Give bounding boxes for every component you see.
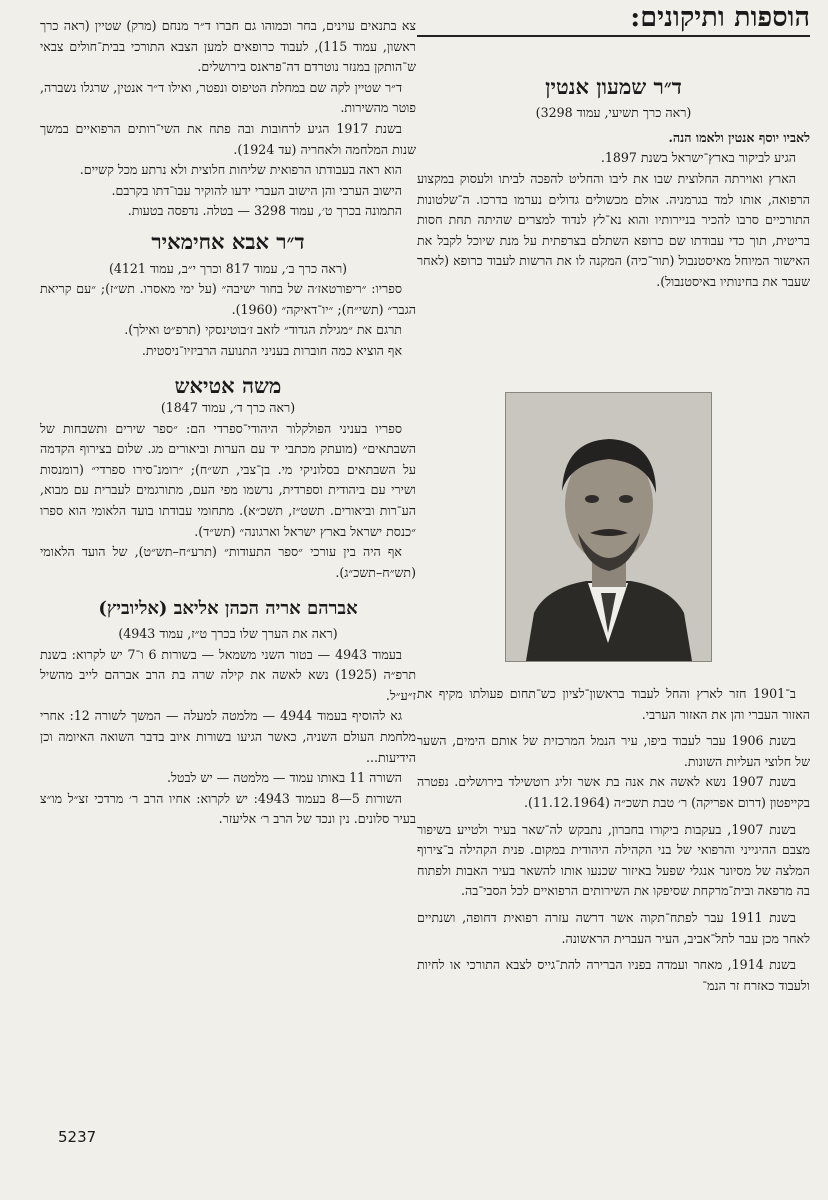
- eliav-paragraph: השורה 11 באותו עמוד — מלמטה — יש לבטל.: [166, 770, 402, 786]
- left-column: [40, 16, 416, 830]
- right-column: [417, 0, 810, 293]
- antin-paragraph: בשנת 1907, בעקבות ביקורו בחברון, נתבקש לה־שאר בעיר ולטייע בשיפור מצבם ההיגייני והרפואי של בני הקהילה היהודית במקום. פנית הקהילה ב־צירוף המלצה של מסיונר אנגלי שפעל באיזור שכנעו אותו להשאר בעיר האבות ולפתוח בה מרפאה ובית־מרקחת שסיפקו את השירותים הרפואיים לכל הסבי־בה.: [417, 821, 810, 899]
- antin-paragraph: בשנת 1906 עבר לעבוד ביפו, עיר הנמל המרכזית של אותם הימים, השער של חלוצי העליות השונות.: [417, 733, 810, 769]
- eliav-ref: (ראה את הערך שלו בכרך ט״ז, עמוד 4943): [118, 626, 338, 642]
- antin-ref: (ראה כרך תשיעי, עמוד 3298): [535, 105, 692, 121]
- achimeir-paragraph: תרגם את ״מגילת הגדוד״ לזאב ז׳בוטינסקי (תרפ״ט ואילך).: [124, 322, 402, 338]
- attias-paragraph: ספריו בעניני הפולקלור היהודי־ספרדי הם: ״ספר שירים ותשבחות של השבתאים״ (מועתק מכתבי יד עם הערות וביאורים מג. שלום בצירוף הקדמה על השבתאים בסלוניקי מי. בן־צבי, תש״ח); ״רומנ־סירו ספרדי״ (רומנסות ושירי עם ביהודית וספרדית, נרשמו מפי העם, מתורגמים לעברית עם מבוא, הע־רות וביאורים. תשט״ז, תשכ״א). מתחומי עבודתו בועד הלאומי הוא ספרו ״כנסת ישראל בארץ ישראל וארגונה״ (תש״ד).: [40, 420, 416, 539]
- antin-cont-paragraph: הישוב הערבי והן הישוב העברי ידעו להוקיר עבו־דתו בקרבם.: [111, 182, 402, 198]
- antin-paragraph: לאביו יוסף אנטין ולאמו הנה.: [668, 129, 810, 145]
- eliav-paragraph: גא להוסיף בעמוד 4944 — מלמטה למעלה — המשך לשורה 12: אחרי מלחמת העולם השניה, כאשר הגיעו בשורות איוב בדבר השואה האיומה וכן הידיעות...: [40, 708, 416, 765]
- right-column-lower: [417, 684, 810, 996]
- eliav-paragraph: בעמוד 4943 — בטור השני משמאל — בשורות 6 ו־7 יש לקרוא: בשנת תרפ״ה (1925) נשא לאשה את קילה שרה בת הרב אברהם לייב מהשיל ז״ע״ל.: [40, 646, 416, 703]
- section-title: הוספות ותיקונים:: [630, 2, 810, 33]
- achimeir-paragraph: אף הוציא כמה חוברות בעניני התנועה הרביזיו־ניסטית.: [141, 342, 402, 358]
- antin-cont-paragraph: בשנת 1917 הגיע לרחובות ובה פתח את השי־רותים הרפואיים במשך שנות המלחמה ולאחריה (עד 1924).: [40, 120, 416, 157]
- antin-paragraph: ב־1901 חזר לארץ והחל לעבוד בראשון־לציון כש־תחום פעולתו מקיף את האזור העברי והן את האזור הערבי.: [417, 686, 810, 722]
- achimeir-paragraph: ספריו: ״ריפורטאז׳ה של בחור ישיבה״ (על ימי מאסרו. תש״ז); ״עם קריאת הגבר״ (תשי״ח); ״יו־דאיקה״ (1960).: [40, 281, 416, 317]
- eliav-heading: אברהם אריה הכהן אליאב (אליוביץ): [98, 598, 358, 620]
- antin-paragraph: הגיע לביקור בארץ־ישראל בשנת 1897.: [600, 150, 796, 166]
- antin-cont-paragraph: התמונה בכרך ט׳, עמוד 3298 — בטלה. נדפסה בטעות.: [127, 203, 402, 219]
- attias-heading: משה אטיאש: [174, 372, 282, 398]
- eliav-paragraph: השורות 5—8 בעמוד 4943: יש לקרוא: אחיו הרב ר׳ מרדכי זצ״ל מו״צ בעיר סלונים. נין ונכד של הרב ר׳ אליעזר.: [40, 790, 416, 827]
- attias-paragraph: אף היה בין עורכי ״ספר התעודות״ (תרע״ח–תש״ט), של הועד הלאומי (תש״ח–תשכ״ג).: [40, 544, 416, 580]
- portrait-photo-image: [506, 393, 711, 661]
- antin-paragraph: בשנת 1911 עבר לפתח־תקוה אשר דרשה עזרה רפואית דחופה, ושנתיים לאחר מכן עבר לתל־אביב, העיר העברית הראשונה.: [417, 909, 810, 946]
- achimeir-heading: ד״ר אבא אחימאיר: [151, 228, 305, 254]
- attias-ref: (ראה כרך ד׳, עמוד 1847): [160, 400, 296, 416]
- antin-heading: ד״ר שמעון אנטין: [545, 73, 682, 99]
- title-rule: [417, 35, 810, 37]
- page-number: 5237: [58, 1128, 97, 1146]
- antin-paragraph: הארץ ואוירתה החלוצית שבו את ליבו והחליט להפכה לביתו ולעסוק במקצוע הרפואה, אותו למד בגרמניה. אולם מכשולים גדולים נערמו בדרכו. ה־שלטונות התורכיים סרבו להכיר בניירותיו והוא נא־לץ לנדוד למצרים שהיתה תחת חסות בריטית, תוך כדי עבודתו שם כרופא השתלם בצרפתית על מנת שיוכל לקבל את האישור המיוחל מאיסטנבול (תור־כיה) המקנה לו את הרשות לעבוד כרופא (לאחר שעבר את בחינותיו באיסטנבול).: [417, 170, 810, 289]
- achimeir-ref: (ראה כרך ב׳, עמוד 817 וכרך י״ב, עמוד 4121): [108, 260, 348, 276]
- portrait-photo: [505, 392, 712, 662]
- antin-cont-paragraph: ד״ר שטיין לקה שם במחלת הטיפוס ונפטר, ואילו ד״ר אנטין, שרגלו נשברה, פוטר מהשירות.: [40, 79, 416, 116]
- antin-paragraph: בשנת 1914, מאחר ועמדה בפניו הברירה להת־גייס לצבא התורכי או לחיות ולעבוד כאזרח זר הנמ־: [417, 957, 810, 993]
- antin-cont-paragraph: הוא ראה בעבודתו הרפואית שליחות חלוצית ולא נרתע מכל קשיים.: [79, 162, 402, 178]
- antin-paragraph: בשנת 1907 נשא לאשה את אנה בת אשר זליג רוטשילד בירושלים. נפטרה בקייפטון (דרום אפריקה) ר׳ טבת תשכ״ה (11.12.1964).: [417, 774, 810, 810]
- antin-cont-paragraph: צא בתנאים עוינים, בחר וכמוהו גם חברו ד״ר מנחם (מרק) שטיין (ראה כרך ראשון, עמוד 115), לעבוד כרופאים למען הצבא התורכי בבית־חולים צבאי ש־הותקן במנזר נוטרדם דה־פראנס בירושלים.: [40, 18, 416, 75]
